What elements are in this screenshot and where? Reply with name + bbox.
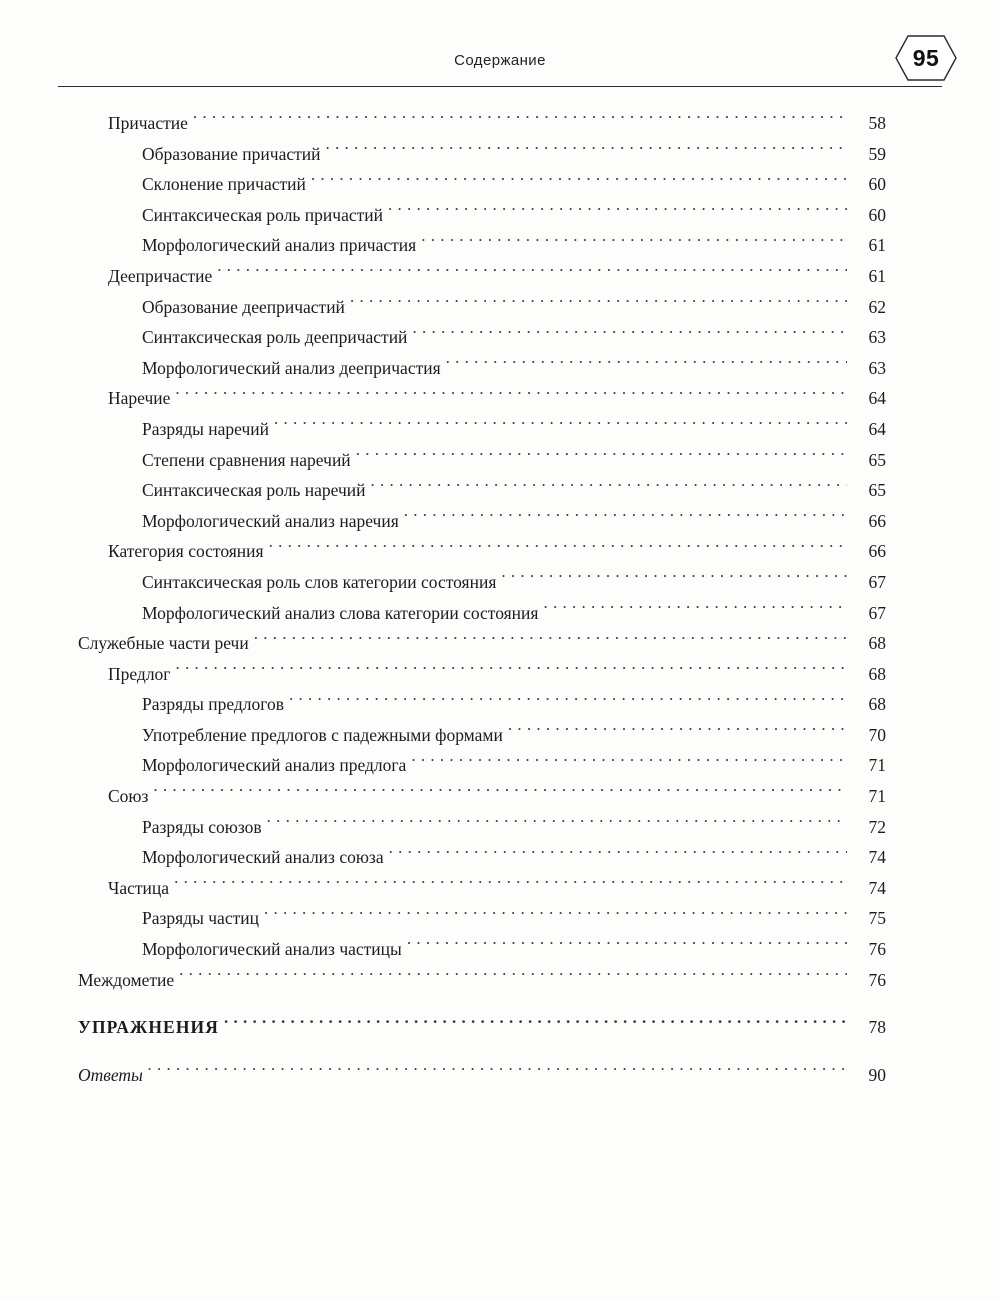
toc-entry-label: УПРАЖНЕНИЯ bbox=[78, 1017, 219, 1038]
toc-entry-page: 71 bbox=[868, 786, 886, 807]
toc-entry-page: 78 bbox=[868, 1017, 886, 1038]
toc-leader-dots bbox=[326, 142, 848, 160]
toc-entry-label: Междометие bbox=[78, 969, 175, 990]
toc-entry-label: Морфологический анализ предлога bbox=[142, 755, 407, 776]
toc-entry[interactable] bbox=[78, 689, 886, 720]
toc-entry-page: 66 bbox=[868, 541, 886, 562]
toc-leader-dots bbox=[148, 1063, 847, 1081]
toc-entry-label: Склонение причастий bbox=[142, 174, 306, 195]
toc-entry[interactable] bbox=[78, 200, 886, 231]
toc-entry-page: 68 bbox=[868, 694, 886, 715]
toc-leader-dots bbox=[411, 754, 847, 772]
toc-entry[interactable] bbox=[78, 414, 886, 445]
toc-entry[interactable] bbox=[78, 934, 886, 965]
toc-entry[interactable] bbox=[78, 628, 886, 659]
toc-leader-dots bbox=[274, 417, 847, 435]
toc-entry-page: 58 bbox=[868, 113, 886, 133]
toc-entry-page: 61 bbox=[868, 235, 886, 256]
toc-entry-page: 76 bbox=[868, 939, 886, 960]
toc-entry[interactable] bbox=[78, 903, 886, 934]
toc-entry-label: Причастие bbox=[108, 113, 188, 133]
toc-entry-page: 61 bbox=[868, 265, 886, 286]
toc-leader-dots bbox=[350, 295, 847, 313]
toc-entry-label: Образование причастий bbox=[142, 143, 321, 164]
toc-leader-dots bbox=[389, 846, 847, 864]
toc-entry-page: 74 bbox=[868, 847, 886, 868]
toc-entry[interactable] bbox=[78, 536, 886, 567]
toc-leader-dots bbox=[543, 601, 847, 619]
toc-entry-label: Синтаксическая роль причастий bbox=[142, 204, 383, 225]
toc-leader-dots bbox=[508, 723, 847, 741]
toc-entry[interactable] bbox=[78, 1060, 886, 1091]
toc-entry-label: Употребление предлогов с падежными формами bbox=[142, 724, 503, 745]
toc-leader-dots bbox=[356, 448, 847, 466]
toc-leader-dots bbox=[407, 938, 847, 956]
toc-entry-page: 74 bbox=[868, 877, 886, 898]
toc-entry-label: Предлог bbox=[108, 663, 171, 684]
toc-entry-page: 65 bbox=[868, 449, 886, 470]
toc-entry[interactable] bbox=[78, 659, 886, 690]
toc-entry-label: Категория состояния bbox=[108, 541, 264, 562]
toc-leader-dots bbox=[371, 479, 847, 497]
toc-entry[interactable] bbox=[78, 139, 886, 170]
toc-entry[interactable] bbox=[78, 720, 886, 751]
toc-entry-label: Морфологический анализ причастия bbox=[142, 235, 417, 256]
toc-entry[interactable] bbox=[78, 353, 886, 384]
toc-entry[interactable] bbox=[78, 567, 886, 598]
page-number-badge bbox=[894, 30, 958, 86]
toc-entry-label: Синтаксическая роль наречий bbox=[142, 480, 366, 501]
toc-leader-dots bbox=[311, 173, 847, 191]
toc-leader-dots bbox=[388, 203, 847, 221]
toc-entry-label: Степени сравнения наречий bbox=[142, 449, 351, 470]
toc-entry-page: 67 bbox=[868, 571, 886, 592]
toc-entry[interactable] bbox=[78, 506, 886, 537]
toc-entry[interactable] bbox=[78, 781, 886, 812]
header-title: Содержание bbox=[454, 52, 546, 69]
toc-entry-label: Ответы bbox=[78, 1064, 143, 1085]
toc-leader-dots bbox=[501, 570, 847, 588]
toc-leader-dots bbox=[176, 662, 848, 680]
toc-entry-page: 75 bbox=[868, 908, 886, 929]
toc-entry[interactable] bbox=[78, 598, 886, 629]
toc-entry-page: 90 bbox=[868, 1064, 886, 1085]
toc-entry-label: Морфологический анализ наречия bbox=[142, 510, 399, 531]
toc-entry-page: 68 bbox=[868, 633, 886, 654]
toc-entry[interactable] bbox=[78, 292, 886, 323]
toc-entry-page: 63 bbox=[868, 327, 886, 348]
table-of-contents bbox=[78, 108, 886, 1090]
toc-entry-label: Образование деепричастий bbox=[142, 296, 345, 317]
toc-leader-dots bbox=[264, 907, 847, 925]
toc-entry-page: 59 bbox=[868, 143, 886, 164]
toc-entry-label: Синтаксическая роль слов категории состояния bbox=[142, 571, 497, 592]
toc-leader-dots bbox=[412, 326, 847, 344]
toc-entry-page: 64 bbox=[868, 388, 886, 409]
toc-entry-label: Разряды наречий bbox=[142, 418, 269, 439]
toc-entry-label: Морфологический анализ слова категории состояния bbox=[142, 602, 539, 623]
toc-entry-page: 63 bbox=[868, 357, 886, 378]
toc-entry-page: 72 bbox=[868, 816, 886, 837]
toc-entry-page: 71 bbox=[868, 755, 886, 776]
toc-leader-dots bbox=[421, 234, 847, 252]
toc-leader-dots bbox=[175, 387, 847, 405]
toc-entry-label: Морфологический анализ союза bbox=[142, 847, 384, 868]
toc-leader-dots bbox=[254, 632, 847, 650]
toc-entry-label: Синтаксическая роль деепричастий bbox=[142, 327, 408, 348]
page-number-text: 95 bbox=[912, 44, 940, 71]
toc-entry-page: 70 bbox=[868, 724, 886, 745]
toc-leader-dots bbox=[217, 264, 847, 282]
toc-entry[interactable] bbox=[78, 750, 886, 781]
toc-entry[interactable] bbox=[78, 445, 886, 476]
toc-entry-label: Частица bbox=[108, 877, 170, 898]
toc-leader-dots bbox=[174, 876, 847, 894]
toc-entry-page: 60 bbox=[868, 204, 886, 225]
toc-leader-dots bbox=[404, 509, 847, 527]
toc-entry[interactable] bbox=[78, 261, 886, 292]
toc-entry[interactable] bbox=[78, 230, 886, 261]
toc-entry-label: Союз bbox=[108, 786, 149, 807]
toc-entry-label: Деепричастие bbox=[108, 265, 213, 286]
toc-entry-label: Наречие bbox=[108, 388, 171, 409]
toc-entry[interactable] bbox=[78, 108, 886, 139]
toc-entry-label: Разряды союзов bbox=[142, 816, 262, 837]
toc-entry-label: Служебные части речи bbox=[78, 633, 249, 654]
toc-entry-page: 66 bbox=[868, 510, 886, 531]
toc-entry-page: 65 bbox=[868, 480, 886, 501]
toc-entry-page: 62 bbox=[868, 296, 886, 317]
toc-leader-dots bbox=[446, 356, 847, 374]
toc-entry-page: 67 bbox=[868, 602, 886, 623]
toc-leader-dots bbox=[289, 693, 847, 711]
toc-entry-label: Морфологический анализ деепричастия bbox=[142, 357, 441, 378]
toc-entry[interactable] bbox=[78, 383, 886, 414]
toc-leader-dots bbox=[153, 785, 847, 803]
toc-entry-label: Разряды частиц bbox=[142, 908, 259, 929]
page-header bbox=[58, 44, 942, 96]
header-divider bbox=[58, 86, 942, 87]
toc-leader-dots bbox=[269, 540, 847, 558]
toc-entry-page: 76 bbox=[868, 969, 886, 990]
toc-entry-page: 64 bbox=[868, 418, 886, 439]
toc-leader-dots bbox=[179, 968, 847, 986]
toc-leader-dots bbox=[267, 815, 847, 833]
toc-entry[interactable] bbox=[78, 965, 886, 996]
toc-leader-dots bbox=[224, 1016, 847, 1034]
toc-entry-label: Морфологический анализ частицы bbox=[142, 939, 402, 960]
toc-entry[interactable] bbox=[78, 812, 886, 843]
toc-leader-dots bbox=[193, 112, 847, 130]
toc-entry[interactable] bbox=[78, 169, 886, 200]
toc-entry[interactable] bbox=[78, 842, 886, 873]
toc-entry[interactable] bbox=[78, 873, 886, 904]
toc-entry-label: Разряды предлогов bbox=[142, 694, 285, 715]
toc-entry[interactable] bbox=[78, 475, 886, 506]
toc-entry-page: 60 bbox=[868, 174, 886, 195]
toc-entry[interactable] bbox=[78, 1012, 886, 1043]
toc-entry-page: 68 bbox=[868, 663, 886, 684]
toc-entry[interactable] bbox=[78, 322, 886, 353]
